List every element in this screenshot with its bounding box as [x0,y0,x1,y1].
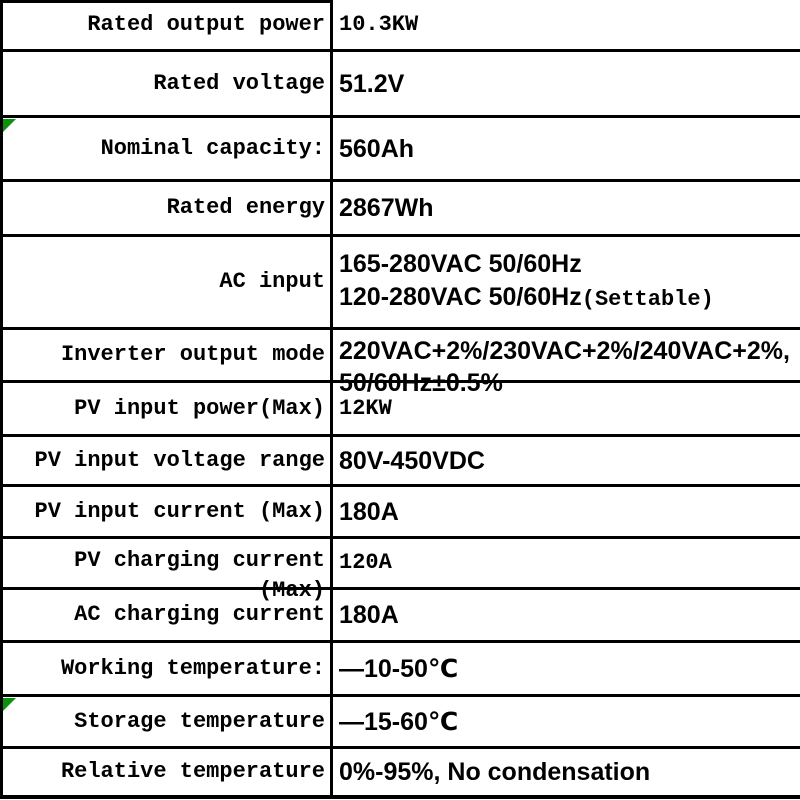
row-value [333,118,800,179]
spec-row-working-temperature [3,643,800,697]
row-value [333,182,800,234]
label-line-1: PV charging current [74,548,325,573]
spec-row-rated-energy [3,182,800,237]
value-line-1: 220VAC+2%/230VAC+2%/240VAC+2%, [339,337,790,365]
row-label [3,437,333,484]
row-label [3,237,333,327]
label-text: PV input current (Max) [34,498,325,524]
label-text: Rated energy [166,195,325,220]
label-text: Rated voltage [153,70,325,96]
spec-row-inverter-output-mode [3,330,800,397]
spec-row-nominal-capacity [3,118,800,182]
label-text: AC charging current [74,602,325,627]
green-flag-icon [3,698,16,711]
value-text: 180A [339,601,399,629]
spec-row-pv-input-current [3,487,800,539]
row-label [3,697,333,746]
value-text: 560Ah [339,134,415,163]
row-value [333,330,800,397]
row-value [333,749,800,795]
value-text: —10-50℃ [339,654,459,683]
label-text: Relative temperature [60,759,325,784]
row-value [333,437,800,484]
value-text: 0%-95%, No condensation [339,758,651,786]
spec-row-pv-input-power [3,383,800,437]
label-text: Nominal capacity: [100,135,325,161]
value-text: 51.2V [339,69,405,98]
row-label [3,52,333,115]
row-label [3,118,333,179]
spec-row-ac-charging-current [3,590,800,643]
row-value [333,0,800,49]
row-value [333,697,800,746]
row-label [3,539,333,603]
row-label [3,590,333,640]
row-value [333,237,800,327]
value-text: 12KW [339,395,392,421]
spec-row-pv-charging-current [3,539,800,603]
label-text: PV input voltage range [34,447,325,473]
value-text: 2867Wh [339,194,434,222]
spec-row-pv-input-voltage-range [3,437,800,487]
row-label [3,643,333,694]
table-top-border [0,0,333,3]
label-text: AC input [219,269,325,294]
label-text: Inverter output mode [60,342,325,367]
row-value [333,383,800,434]
green-flag-icon [3,119,16,132]
row-value [333,487,800,536]
row-value [333,643,800,694]
spec-row-storage-temperature [3,697,800,749]
value-text: —15-60℃ [339,707,459,736]
label-line-2-clipped: (Max) [258,578,325,603]
value-text: 120A [339,550,392,575]
label-text: Working temperature: [60,655,325,681]
row-label [3,0,333,49]
spec-row-ac-input [3,237,800,330]
value-text: 10.3KW [339,11,419,37]
label-text: PV input power(Max) [74,395,325,421]
row-value [333,590,800,640]
value-line-1: 165-280VAC 50/60Hz [339,250,582,278]
row-label [3,330,333,380]
spec-row-rated-voltage [3,52,800,118]
row-label [3,182,333,234]
spec-row-rated-output-power [3,0,800,52]
label-text: Rated output power [87,11,325,37]
row-label [3,749,333,795]
value-line-2-clipped: 50/60Hz±0.5% [339,369,503,397]
label-text: Storage temperature [74,708,325,734]
value-text: 180A [339,497,399,526]
value-text: 80V-450VDC [339,446,485,475]
row-value [333,52,800,115]
value-line-2: 120-280VAC 50/60Hz(Settable) [339,283,714,312]
row-label [3,383,333,434]
spec-row-relative-temperature [3,749,800,799]
value-suffix: (Settable) [581,287,714,312]
row-value [333,539,800,587]
row-label [3,487,333,536]
